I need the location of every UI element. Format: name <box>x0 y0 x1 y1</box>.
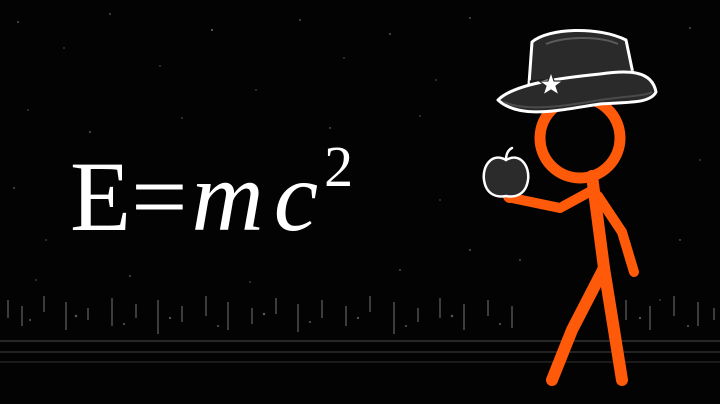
stick-figure <box>470 0 720 404</box>
equation-mass-symbol: m <box>191 141 266 252</box>
stick-figure-body <box>512 98 634 380</box>
equation-exponent: 2 <box>324 134 354 199</box>
stick-figure-arm-left <box>512 190 593 208</box>
equation-equals-sign: = <box>131 141 188 252</box>
equation-light-speed-symbol: c <box>273 141 319 252</box>
apple-icon <box>484 148 529 196</box>
equation-e-equals-mc-squared <box>70 134 354 258</box>
stick-figure-leg-right <box>604 268 622 380</box>
stick-figure-leg-left <box>552 268 604 380</box>
equation-energy-symbol: E <box>70 141 132 252</box>
cowboy-hat-icon <box>498 30 656 111</box>
